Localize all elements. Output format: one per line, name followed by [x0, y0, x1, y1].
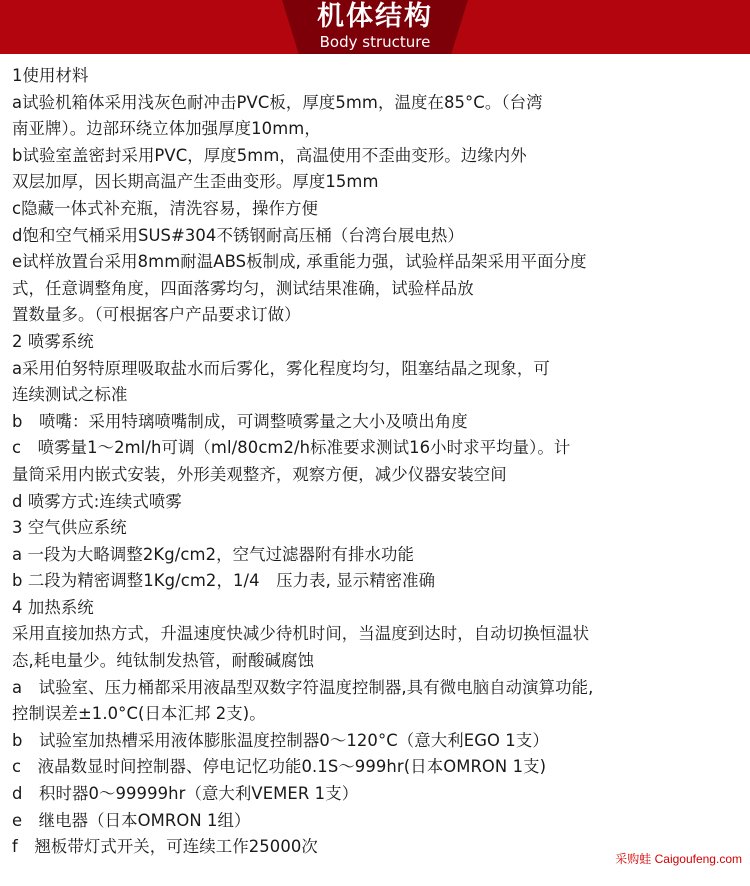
header-banner [0, 0, 750, 54]
text-line: f 翘板带灯式开关，可连续工作25000次 [12, 837, 318, 857]
page-subtitle: Body structure [319, 33, 431, 51]
text-line: d饱和空气桶采用SUS#304不锈钢耐高压桶（台湾台展电热） [12, 225, 464, 245]
watermark: 采购蛙 Caigoufeng.com [615, 852, 742, 866]
text-line: 1使用材料 [12, 66, 89, 85]
text-line: c隐藏一体式补充瓶，清洗容易，操作方便 [12, 198, 318, 218]
page-title: 机体结构 [317, 1, 433, 32]
text-line: d 积时器0～99999hr（意大利VEMER 1支） [12, 784, 359, 804]
text-line: 量筒采用内嵌式安装，外形美观整齐，观察方便，减少仪器安装空间 [12, 464, 507, 484]
text-line: 态,耗电量少。纯钛制发热管，耐酸碱腐蚀 [12, 651, 315, 671]
text-line: 4 加热系统 [12, 597, 94, 617]
text-line: b 试验室加热槽采用液体膨胀温度控制器0～120°C（意大利EGO 1支） [12, 730, 549, 750]
text-line: 采用直接加热方式，升温速度快减少待机时间，当温度到达时，自动切换恒温状 [12, 624, 590, 644]
text-line: 式，任意调整角度，四面落雾均匀，测试结果准确，试验样品放 [12, 278, 474, 298]
text-line: 置数量多。（可根据客户产品要求订做） [12, 305, 301, 325]
text-line: 南亚牌）。边部环绕立体加强厚度10mm， [12, 119, 321, 139]
spec-text [12, 63, 744, 861]
text-line: e 继电器（日本OMRON 1组） [12, 810, 251, 830]
text-line: 控制误差±1.0°C(日本汇邦 2支)。 [12, 704, 266, 724]
text-line: e试样放置台采用8mm耐温ABS板制成, 承重能力强，试验样品架采用平面分度 [12, 252, 587, 272]
text-line: a试验机箱体采用浅灰色耐冲击PVC板，厚度5mm，温度在85°C。（台湾 [12, 92, 543, 112]
text-line: b 二段为精密调整1Kg/cm2，1/4 压力表, 显示精密准确 [12, 571, 436, 591]
text-line: a 一段为大略调整2Kg/cm2，空气过滤器附有排水功能 [12, 544, 414, 564]
text-line: d 喷雾方式:连续式喷雾 [12, 491, 182, 511]
text-line: 连续测试之标准 [12, 385, 128, 405]
text-line: c 喷雾量1～2ml/h可调（ml/80cm2/h标准要求测试16小时求平均量）。计 [12, 438, 571, 458]
text-line: a 试验室、压力桶都采用液晶型双数字符温度控制器,具有微电脑自动演算功能, [12, 677, 594, 697]
text-line: c 液晶数显时间控制器、停电记忆功能0.1S～999hr(日本OMRON 1支) [12, 757, 547, 777]
text-line: b试验室盖密封采用PVC，厚度5mm，高温使用不歪曲变形。边缘内外 [12, 145, 527, 165]
text-line: 3 空气供应系统 [12, 518, 127, 538]
text-line: 2 喷雾系统 [12, 331, 94, 351]
text-line: 双层加厚，因长期高温产生歪曲变形。厚度15mm [12, 172, 379, 192]
text-line: b 喷嘴：采用特璃喷嘴制成，可调整喷雾量之大小及喷出角度 [12, 411, 468, 431]
text-line: a采用伯努特原理吸取盐水而后雾化，雾化程度均匀，阻塞结晶之现象，可 [12, 358, 550, 378]
